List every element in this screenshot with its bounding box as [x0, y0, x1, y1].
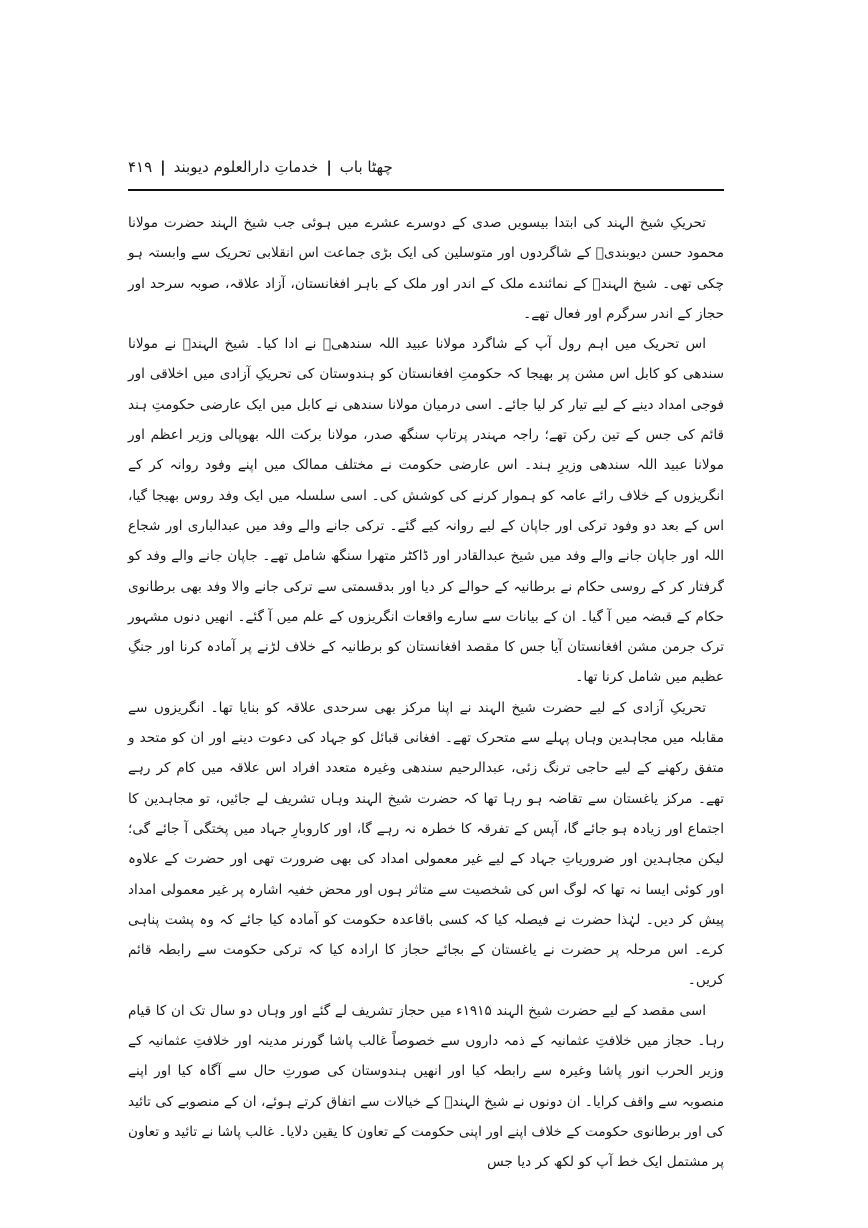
separator-1: |: [326, 158, 332, 176]
body-text: [128, 208, 724, 1178]
running-head: [128, 152, 724, 182]
paragraph: تحریکِ شیخ الہند کی ابتدا بیسویں صدی کے دوسرے عشرے میں ہوئی جب شیخ الہند حضرت مولانا محمود حسن دیوبندیؒ کے شاگردوں اور متوسلین کی ایک بڑی جماعت اس انقلابی تحریک سے وابستہ ہو چکی تھی۔ شیخ الہندؒ کے نمائندے ملک کے اندر اور ملک کے باہر افغانستان، آزاد علاقہ، صوبہ سرحد اور حجاز کے اندر سرگرم اور فعال تھے۔: [128, 215, 724, 322]
section-title: خدماتِ دارالعلوم دیوبند: [173, 158, 319, 176]
page-number: ۴۱۹: [128, 158, 153, 176]
paragraph: اس تحریک میں اہم رول آپ کے شاگرد مولانا عبید اللہ سندھیؒ نے ادا کیا۔ شیخ الہندؒ نے مولانا سندھی کو کابل اس مشن پر بھیجا کہ حکومتِ افغانستان کو ہندوستان کی تحریکِ آزادی میں اخلاقی اور فوجی امداد دینے کے لیے تیار کر لیا جائے۔ اسی درمیان مولانا سندھی نے کابل میں ایک عارضی حکومتِ ہند قائم کی جس کے تین رکن تھے؛ راجہ مہندر پرتاپ سنگھ صدر، مولانا برکت اللہ بھوپالی وزیر اعظم اور مولانا عبید اللہ سندھی وزیرِ ہند۔ اس عارضی حکومت نے مختلف ممالک میں اپنے وفود روانہ کر کے انگریزوں کے خلاف رائے عامہ کو ہموار کرنے کی کوشش کی۔ اسی سلسلہ میں ایک وفد روس بھیجا گیا، اس کے بعد دو وفود ترکی اور جاپان کے لیے روانہ کیے گئے۔ ترکی جانے والے وفد میں عبدالباری اور شجاع اللہ اور جاپان جانے والے وفد میں شیخ عبدالقادر اور ڈاکٹر متھرا سنگھ شامل تھے۔ جاپان جانے والے وفد کو گرفتار کر کے روسی حکام نے برطانیہ کے حوالے کر دیا اور بدقسمتی سے ترکی جانے والا وفد بھی برطانوی حکام کے قبضہ میں آ گیا۔ ان کے بیانات سے سارے واقعات انگریزوں کے علم میں آ گئے۔ انھیں دنوں مشہور ترک جرمن مشن افغانستان آیا جس کا مقصد افغانستان کو برطانیہ کے خلاف لڑنے پر آمادہ کرنا اور جنگِ عظیم میں شامل کرنا تھا۔: [128, 336, 724, 686]
header-rule: [128, 189, 724, 191]
paragraph: اسی مقصد کے لیے حضرت شیخ الہند ۱۹۱۵ء میں حجاز تشریف لے گئے اور وہاں دو سال تک ان کا قیام رہا۔ حجاز میں خلافتِ عثمانیہ کے ذمہ داروں سے خصوصاً غالب پاشا گورنر مدینہ اور خلافتِ عثمانیہ کے وزیر الحرب انور پاشا وغیرہ سے رابطہ کیا اور انھیں ہندوستان کی صورتِ حال سے آگاہ کیا اور اپنے منصوبہ سے واقف کرایا۔ ان دونوں نے شیخ الہندؒ کے خیالات سے اتفاق کرتے ہوئے، ان کے منصوبے کی تائید کی اور برطانوی حکومت کے خلاف اپنے اور اپنی حکومت کے تعاون کا یقین دلایا۔ غالب پاشا نے تائید و تعاون پر مشتمل ایک خط آپ کو لکھ کر دیا جس: [128, 1002, 724, 1171]
paragraph: تحریکِ آزادی کے لیے حضرت شیخ الہند نے اپنا مرکز بھی سرحدی علاقہ کو بنایا تھا۔ انگریزوں سے مقابلہ میں مجاہدین وہاں پہلے سے متحرک تھے۔ افغانی قبائل کو جہاد کی دعوت دینے اور ان کو متحد و متفق رکھنے کے لیے حاجی ترنگ زئی، عبدالرحیم سندھی وغیرہ متعدد افراد اس علاقہ میں کام کر رہے تھے۔ مرکز یاغستان سے تقاضہ ہو رہا تھا کہ حضرت شیخ الہند وہاں تشریف لے جائیں، تو مجاہدین کا اجتماع اور زیادہ ہو جائے گا، آپس کے تفرقہ کا خطرہ نہ رہے گا، اور کاروبارِ جہاد میں پختگی آ جائے گی؛ لیکن مجاہدین اور ضروریاتِ جہاد کے لیے غیر معمولی امداد کی بھی ضرورت تھی اور حضرت کے علاوہ اور کوئی ایسا نہ تھا کہ لوگ اس کی شخصیت سے متاثر ہوں اور محض خفیہ اشارہ پر غیر معمولی امداد پیش کر دیں۔ لہٰذا حضرت نے فیصلہ کیا کہ کسی باقاعدہ حکومت کو آمادہ کیا جائے کہ وہ پشت پناہی کرے۔ اس مرحلہ پر حضرت نے یاغستان کے بجائے حجاز کا ارادہ کیا کہ ترکی حکومت سے رابطہ قائم کریں۔: [128, 699, 724, 989]
chapter-label: چھٹا باب: [339, 158, 393, 176]
separator-2: |: [160, 158, 166, 176]
